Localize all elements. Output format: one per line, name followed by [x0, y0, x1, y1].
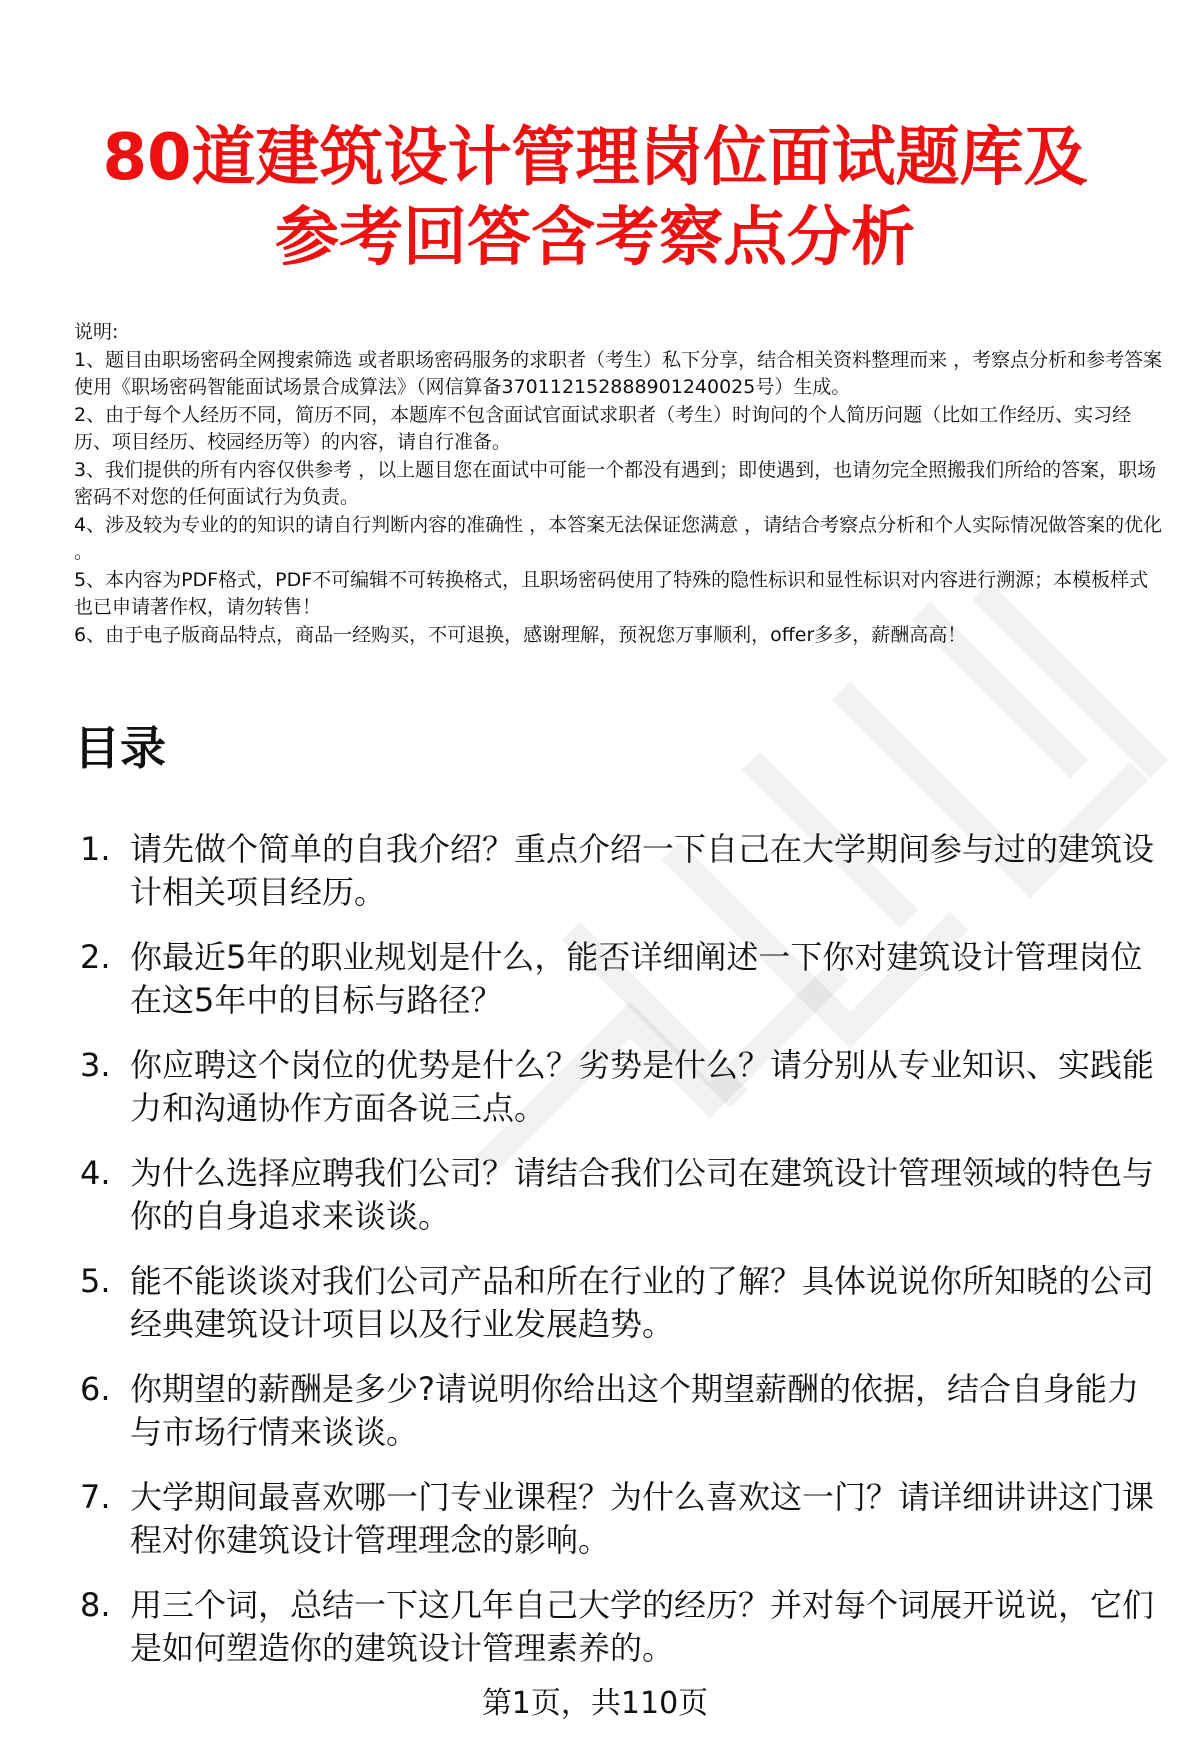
note-item: 2、由于每个人经历不同，简历不同，本题库不包含面试官面试求职者（考生）时询问的个人简历问题（比如工作经历、实习经历、项目经历、校园经历等）的内容，请自行准备。 [74, 403, 1132, 453]
toc-item-text: 你最近5年的职业规划是什么，能否详细阐述一下你对建筑设计管理岗位在这5年中的目标与路径？ [130, 938, 1143, 1019]
toc-item-number: 7. [80, 1478, 111, 1516]
toc-item-text: 能不能谈谈对我们公司产品和所在行业的了解？具体说说你所知晓的公司经典建筑设计项目以及行业发展趋势。 [130, 1262, 1155, 1343]
note-item: 1、题目由职场密码全网搜索筛选 或者职场密码服务的求职者（考生）私下分享，结合相关资料整理而来 ，考察点分析和参考答案使用《职场密码智能面试场景合成算法》（网信算备370112152888901240025号）生成。 [74, 348, 1163, 398]
toc-item[interactable] [80, 1476, 1170, 1562]
toc-item-text: 你应聘这个岗位的优势是什么？劣势是什么？请分别从专业知识、实践能力和沟通协作方面各说三点。 [130, 1046, 1155, 1127]
toc-item-text: 用三个词，总结一下这几年自己大学的经历？并对每个词展开说说，它们是如何塑造你的建筑设计管理素养的。 [130, 1586, 1155, 1667]
toc-item-number: 2. [80, 938, 111, 976]
toc-item[interactable] [80, 1368, 1170, 1454]
toc-item[interactable] [80, 1152, 1170, 1238]
toc-item[interactable] [80, 828, 1170, 914]
note-item: 6、由于电子版商品特点，商品一经购买，不可退换，感谢理解，预祝您万事顺利，offer多多，薪酬高高！ [74, 623, 967, 646]
toc-heading: 目录 [74, 721, 166, 775]
toc-item-number: 1. [80, 830, 111, 868]
toc-item-number: 6. [80, 1370, 111, 1408]
toc-item[interactable] [80, 1584, 1170, 1670]
note-item: 3、我们提供的所有内容仅供参考 ，以上题目您在面试中可能一个都没有遇到；即使遇到，也请勿完全照搬我们所给的答案，职场密码不对您的任何面试行为负责。 [74, 458, 1157, 508]
note-item: 4、涉及较为专业的的知识的请自行判断内容的准确性 ，本答案无法保证您满意 ，请结合考察点分析和个人实际情况做答案的优化 。 [74, 513, 1163, 563]
toc-item-number: 3. [80, 1046, 111, 1084]
toc-item-text: 你期望的薪酬是多少?请说明你给出这个期望薪酬的依据，结合自身能力与市场行情来谈谈。 [130, 1370, 1139, 1451]
toc-item-number: 8. [80, 1586, 111, 1624]
disclaimer-notes [74, 319, 1164, 649]
toc-item-text: 大学期间最喜欢哪一门专业课程？为什么喜欢这一门？请详细讲讲这门课程对你建筑设计管理理念的影响。 [130, 1478, 1155, 1559]
title-line-1: 80道建筑设计管理岗位面试题库及 [102, 121, 1088, 195]
table-of-contents [80, 828, 1170, 1692]
notes-label: 说明: [74, 321, 119, 343]
toc-item[interactable] [80, 936, 1170, 1022]
toc-item[interactable] [80, 1260, 1170, 1346]
toc-item-number: 5. [80, 1262, 111, 1300]
title-line-2: 参考回答含考察点分析 [275, 201, 915, 275]
toc-item-text: 为什么选择应聘我们公司？请结合我们公司在建筑设计管理领域的特色与你的自身追求来谈谈。 [130, 1154, 1155, 1235]
note-item: 5、本内容为PDF格式，PDF不可编辑不可转换格式，且职场密码使用了特殊的隐性标识和显性标识对内容进行溯源；本模板样式也已申请著作权，请勿转售！ [74, 568, 1149, 618]
toc-item-text: 请先做个简单的自我介绍？重点介绍一下自己在大学期间参与过的建筑设计相关项目经历。 [130, 830, 1155, 911]
page-number: 第1页，共110页 [481, 1686, 709, 1721]
toc-item-number: 4. [80, 1154, 111, 1192]
document-title [40, 118, 1150, 278]
toc-item[interactable] [80, 1044, 1170, 1130]
